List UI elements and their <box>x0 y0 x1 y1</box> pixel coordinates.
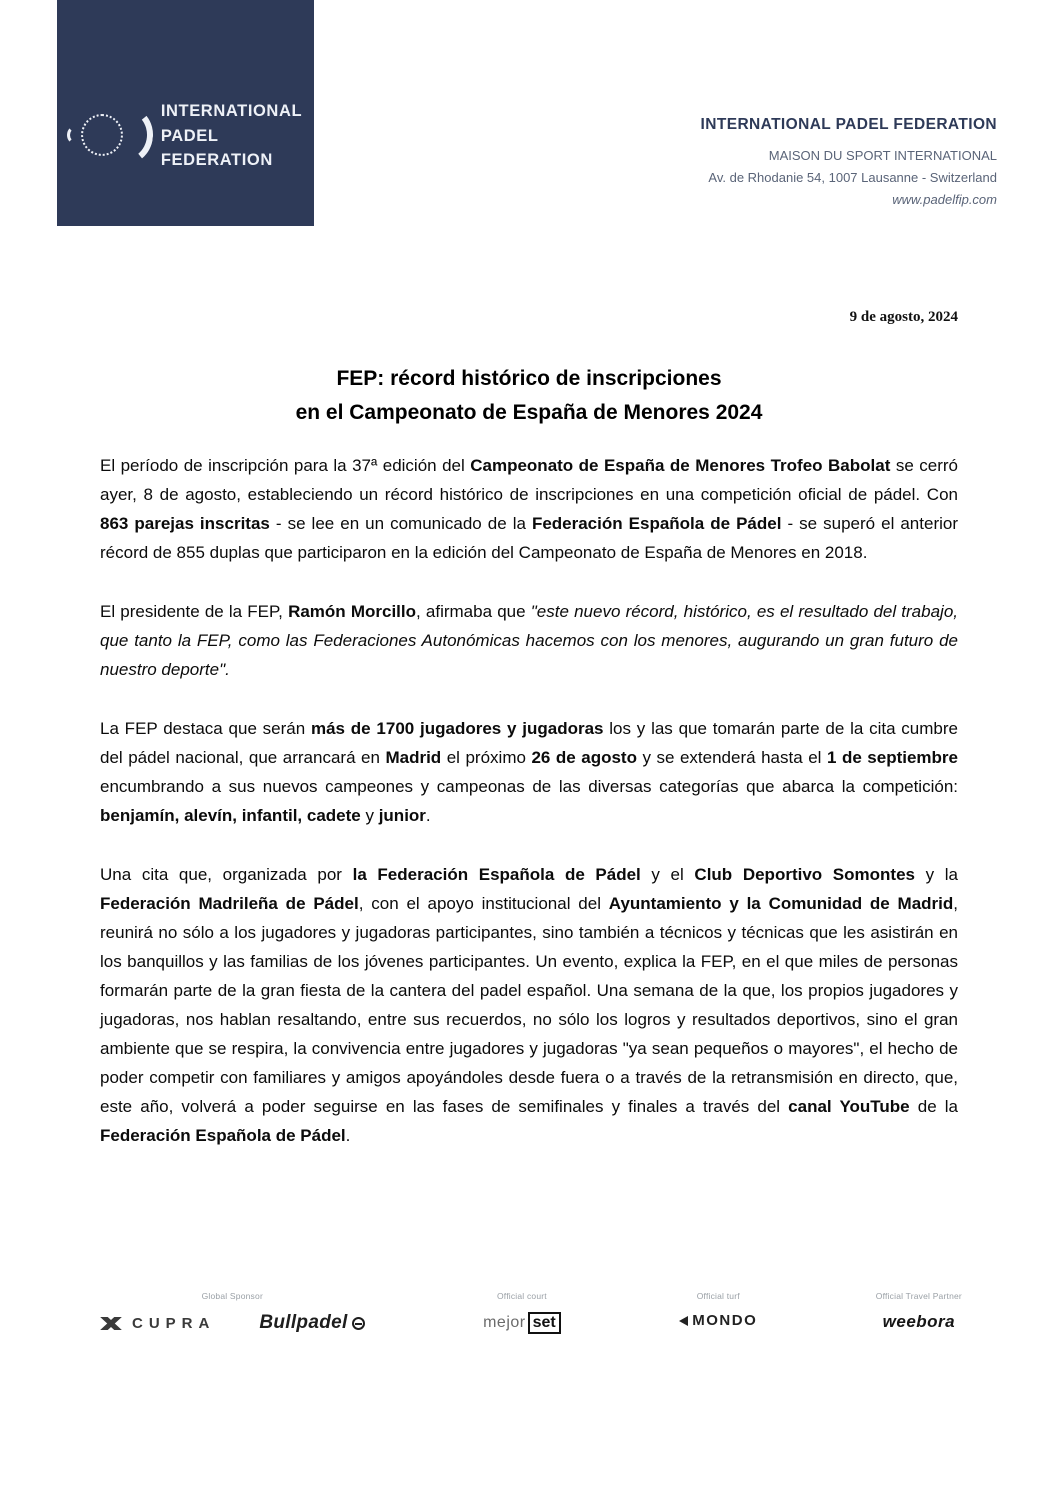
sponsor-group-travel <box>876 1291 962 1332</box>
sponsor-group-turf <box>679 1291 757 1329</box>
date-line: 9 de agosto, 2024 <box>849 309 958 325</box>
article-body <box>100 451 958 1150</box>
sponsor-label-turf: Official turf <box>696 1291 740 1301</box>
bullpadel-wordmark: Bullpadel <box>259 1312 348 1333</box>
court-sponsor-logos <box>483 1312 561 1334</box>
mondo-arrow-icon <box>679 1316 688 1326</box>
global-sponsor-logos <box>100 1312 365 1334</box>
mejorset-logo <box>483 1312 561 1334</box>
address-line-2: Av. de Rhodanie 54, 1007 Lausanne - Switzerland <box>708 170 997 185</box>
page-title <box>0 362 1058 430</box>
ipf-logo-wordmark <box>161 99 302 173</box>
website-url: www.padelfip.com <box>892 192 997 207</box>
paragraph-1: El período de inscripción para la 37ª edición del Campeonato de España de Menores Trofeo Babolat se cerró ayer, 8 de agosto, estableciendo un récord histórico de inscripciones en una competición oficial de pádel. Con 863 parejas inscritas - se lee en un comunicado de la Federación Española de Pádel - se superó el anterior récord de 855 duplas que participaron en la edición del Campeonato de España de Menores en 2018. <box>100 456 958 562</box>
cupra-logo <box>100 1315 215 1332</box>
title-line-1: FEP: récord histórico de inscripciones <box>336 367 722 390</box>
cupra-wordmark: CUPRA <box>132 1314 216 1332</box>
weebora-wordmark: weebora <box>882 1312 956 1331</box>
padel-ball-icon <box>69 104 145 168</box>
logo-line-federation: FEDERATION <box>160 151 273 170</box>
mejorset-prefix: mejor <box>483 1314 526 1331</box>
mondo-wordmark: MONDO <box>692 1312 758 1329</box>
sponsor-label-travel: Official Travel Partner <box>875 1291 962 1301</box>
address-line-1: MAISON DU SPORT INTERNATIONAL <box>768 148 997 163</box>
logo-crescent-icon <box>92 102 156 168</box>
ipf-logo-block <box>57 0 314 226</box>
letterhead-contact <box>701 116 997 211</box>
paragraph-2: El presidente de la FEP, Ramón Morcillo, afirmaba que "este nuevo récord, histórico, es el resultado del trabajo, que tanto la FEP, como las Federaciones Autonómicas hacemos con los menores, augurando un gran futuro de nuestro deporte". <box>100 602 958 679</box>
paragraph-4: Una cita que, organizada por la Federación Española de Pádel y el Club Deportivo Somontes y la Federación Madrileña de Pádel, con el apoyo institucional del Ayuntamiento y la Comunidad de Madrid, reunirá no sólo a los jugadores y jugadoras participantes, sino también a técnicos y técnicas que les asistirán en los banquillos y las familias de los jóvenes participantes. Un evento, explica la FEP, en el que miles de personas formarán parte de la gran fiesta de la cantera del padel español. Una semana de la que, los propios jugadores y jugadoras, nos hablan resaltando, entre sus recuerdos, no sólo los logros y resultados deportivos, sino el gran ambiente que se respira, la convivencia entre jugadores y jugadoras "ya sean pequeños o mayores", el hecho de poder competir con familiares y amigos apoyándoles desde fuera o a través de la retransmisión en directo, que, este año, volverá a poder seguirse en las fases de semifinales y finales a través del canal YouTube de la Federación Española de Pádel. <box>100 865 958 1145</box>
mondo-logo <box>679 1312 757 1329</box>
bullpadel-logo <box>259 1312 364 1334</box>
weebora-logo <box>883 1312 955 1332</box>
sponsor-footer <box>100 1291 962 1334</box>
paragraph-3: La FEP destaca que serán más de 1700 jugadores y jugadoras los y las que tomarán parte de la cita cumbre del pádel nacional, que arrancará en Madrid el próximo 26 de agosto y se extenderá hasta el 1 de septiembre encumbrando a sus nuevos campeones y campeonas de las diversas categorías que abarca la competición: benjamín, alevín, infantil, cadete y junior. <box>100 719 958 825</box>
cupra-emblem-icon <box>100 1317 122 1330</box>
mejorset-suffix: set <box>528 1312 561 1334</box>
title-line-2: en el Campeonato de España de Menores 2024 <box>295 401 763 425</box>
sponsor-label-court: Official court <box>496 1291 547 1301</box>
travel-sponsor-logos <box>883 1312 955 1332</box>
sponsor-group-court <box>483 1291 561 1334</box>
sponsor-label-global: Global Sponsor <box>201 1291 263 1301</box>
org-name: INTERNATIONAL PADEL FEDERATION <box>700 116 997 133</box>
logo-line-padel: PADEL <box>160 126 219 145</box>
logo-line-international: INTERNATIONAL <box>160 101 303 120</box>
bullpadel-ball-icon <box>352 1317 365 1330</box>
sponsor-group-global <box>100 1291 365 1334</box>
turf-sponsor-logos <box>679 1312 757 1329</box>
